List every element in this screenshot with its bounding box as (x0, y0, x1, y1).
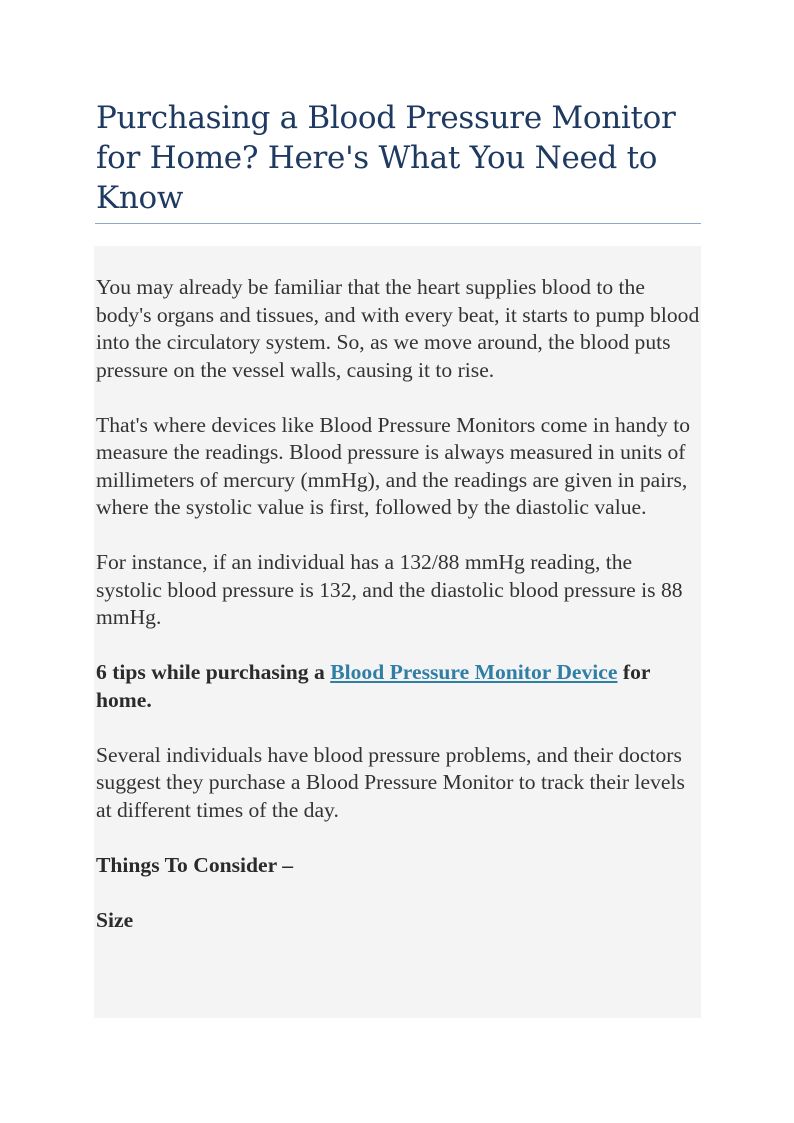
paragraph-intro: You may already be familiar that the heart supplies blood to the body's organs and tissues, and with every beat, it starts to pump blood into the circulatory system. So, as we move around, the blood puts pressure on the vessel walls, causing it to rise. (96, 275, 700, 382)
paragraph-example: For instance, if an individual has a 132/88 mmHg reading, the systolic blood pressure is 132, and the diastolic blood pressure is 88 mmHg. (96, 550, 683, 629)
article-content (96, 274, 701, 962)
tips-heading-prefix: 6 tips while purchasing a (96, 660, 331, 684)
tips-heading-suffix: for home. (96, 660, 651, 712)
tips-heading (96, 659, 701, 714)
page-title: Purchasing a Blood Pressure Monitor for Home? Here's What You Need to Know (96, 100, 676, 216)
article-body (94, 246, 701, 1018)
blood-pressure-monitor-device-link[interactable]: Blood Pressure Monitor Device (330, 660, 618, 684)
paragraph-devices: That's where devices like Blood Pressure Monitors come in handy to measure the readings. Blood pressure is always measured in units of millimeters of mercury (mmHg), and the readings are given in pairs, where the systolic value is first, followed by the diastolic value. (96, 412, 690, 519)
title-divider (95, 223, 701, 224)
size-heading: Size (96, 907, 134, 932)
paragraph-after-tips: Several individuals have blood pressure problems, and their doctors suggest they purchase a Blood Pressure Monitor to track their levels at different times of the day. (96, 742, 685, 822)
considerations-heading: Things To Consider – (96, 852, 294, 877)
